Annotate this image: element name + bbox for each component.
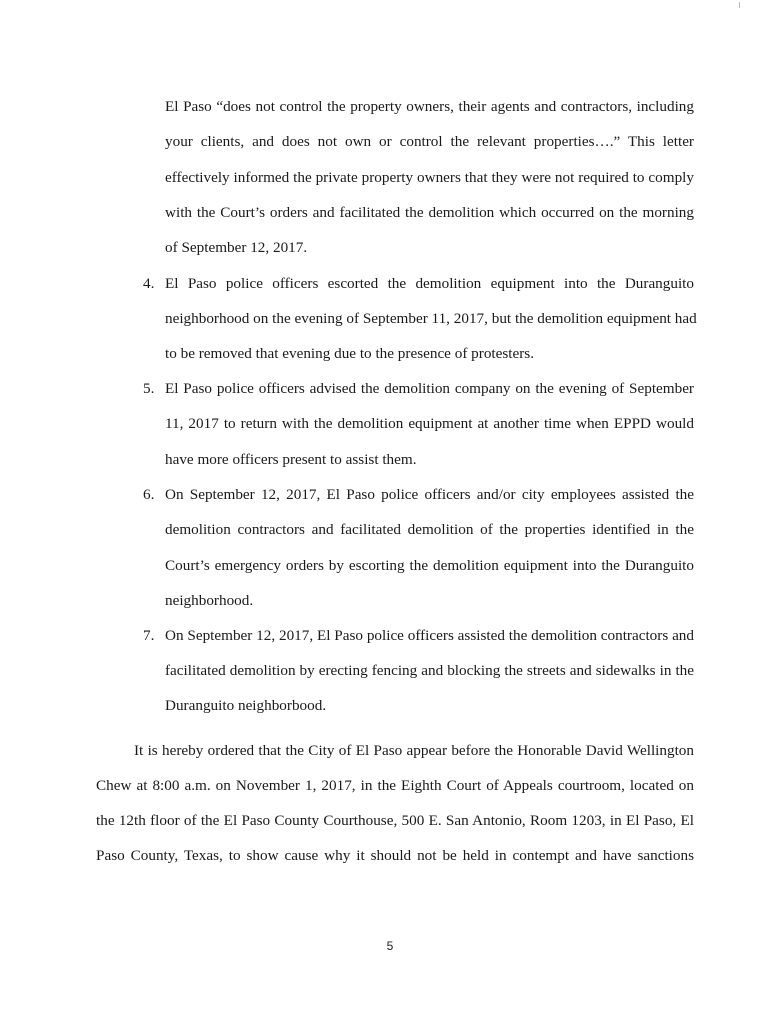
text-line: Chew at 8:00 a.m. on November 1, 2017, in the Eighth Court of Appeals courtroom, located on	[96, 777, 694, 794]
text-line: demolition contractors and facilitated demolition of the properties identified in the	[165, 521, 694, 538]
text-line: your clients, and does not own or control the relevant properties….” This letter	[165, 133, 694, 150]
text-line: It is hereby ordered that the City of El Paso appear before the Honorable David Wellington	[134, 742, 694, 759]
text-line: neighborhood on the evening of September 11, 2017, but the demolition equipment had	[165, 310, 697, 327]
item-number: 5.	[143, 380, 155, 397]
text-line: El Paso “does not control the property owners, their agents and contractors, including	[165, 98, 694, 115]
text-line: El Paso police officers advised the demolition company on the evening of September	[165, 380, 694, 397]
text-line: El Paso police officers escorted the demolition equipment into the Duranguito	[165, 275, 694, 292]
scan-mark	[739, 2, 740, 8]
text-line: Duranguito neighborbood.	[165, 697, 327, 714]
text-line: the 12th floor of the El Paso County Courthouse, 500 E. San Antonio, Room 1203, in El Paso, El	[96, 812, 694, 829]
text-line: On September 12, 2017, El Paso police officers and/or city employees assisted the	[165, 486, 694, 503]
text-line: effectively informed the private property owners that they were not required to comply	[165, 169, 694, 186]
item-number: 6.	[143, 486, 155, 503]
page-number: 5	[386, 939, 394, 953]
text-line: neighborhood.	[165, 592, 254, 609]
item-number: 4.	[143, 275, 155, 292]
text-line: Court’s emergency orders by escorting the demolition equipment into the Duranguito	[165, 557, 694, 574]
text-line: with the Court’s orders and facilitated the demolition which occurred on the morning	[165, 204, 694, 221]
text-line: 11, 2017 to return with the demolition equipment at another time when EPPD would	[165, 415, 694, 432]
text-line: have more officers present to assist them.	[165, 451, 417, 468]
text-line: On September 12, 2017, El Paso police officers assisted the demolition contractors and	[165, 627, 694, 644]
text-line: facilitated demolition by erecting fencing and blocking the streets and sidewalks in the	[165, 662, 694, 679]
text-line: of September 12, 2017.	[165, 239, 308, 256]
text-line: Paso County, Texas, to show cause why it should not be held in contempt and have sanctions	[96, 847, 694, 864]
item-number: 7.	[143, 627, 155, 644]
text-line: to be removed that evening due to the presence of protesters.	[165, 345, 535, 362]
